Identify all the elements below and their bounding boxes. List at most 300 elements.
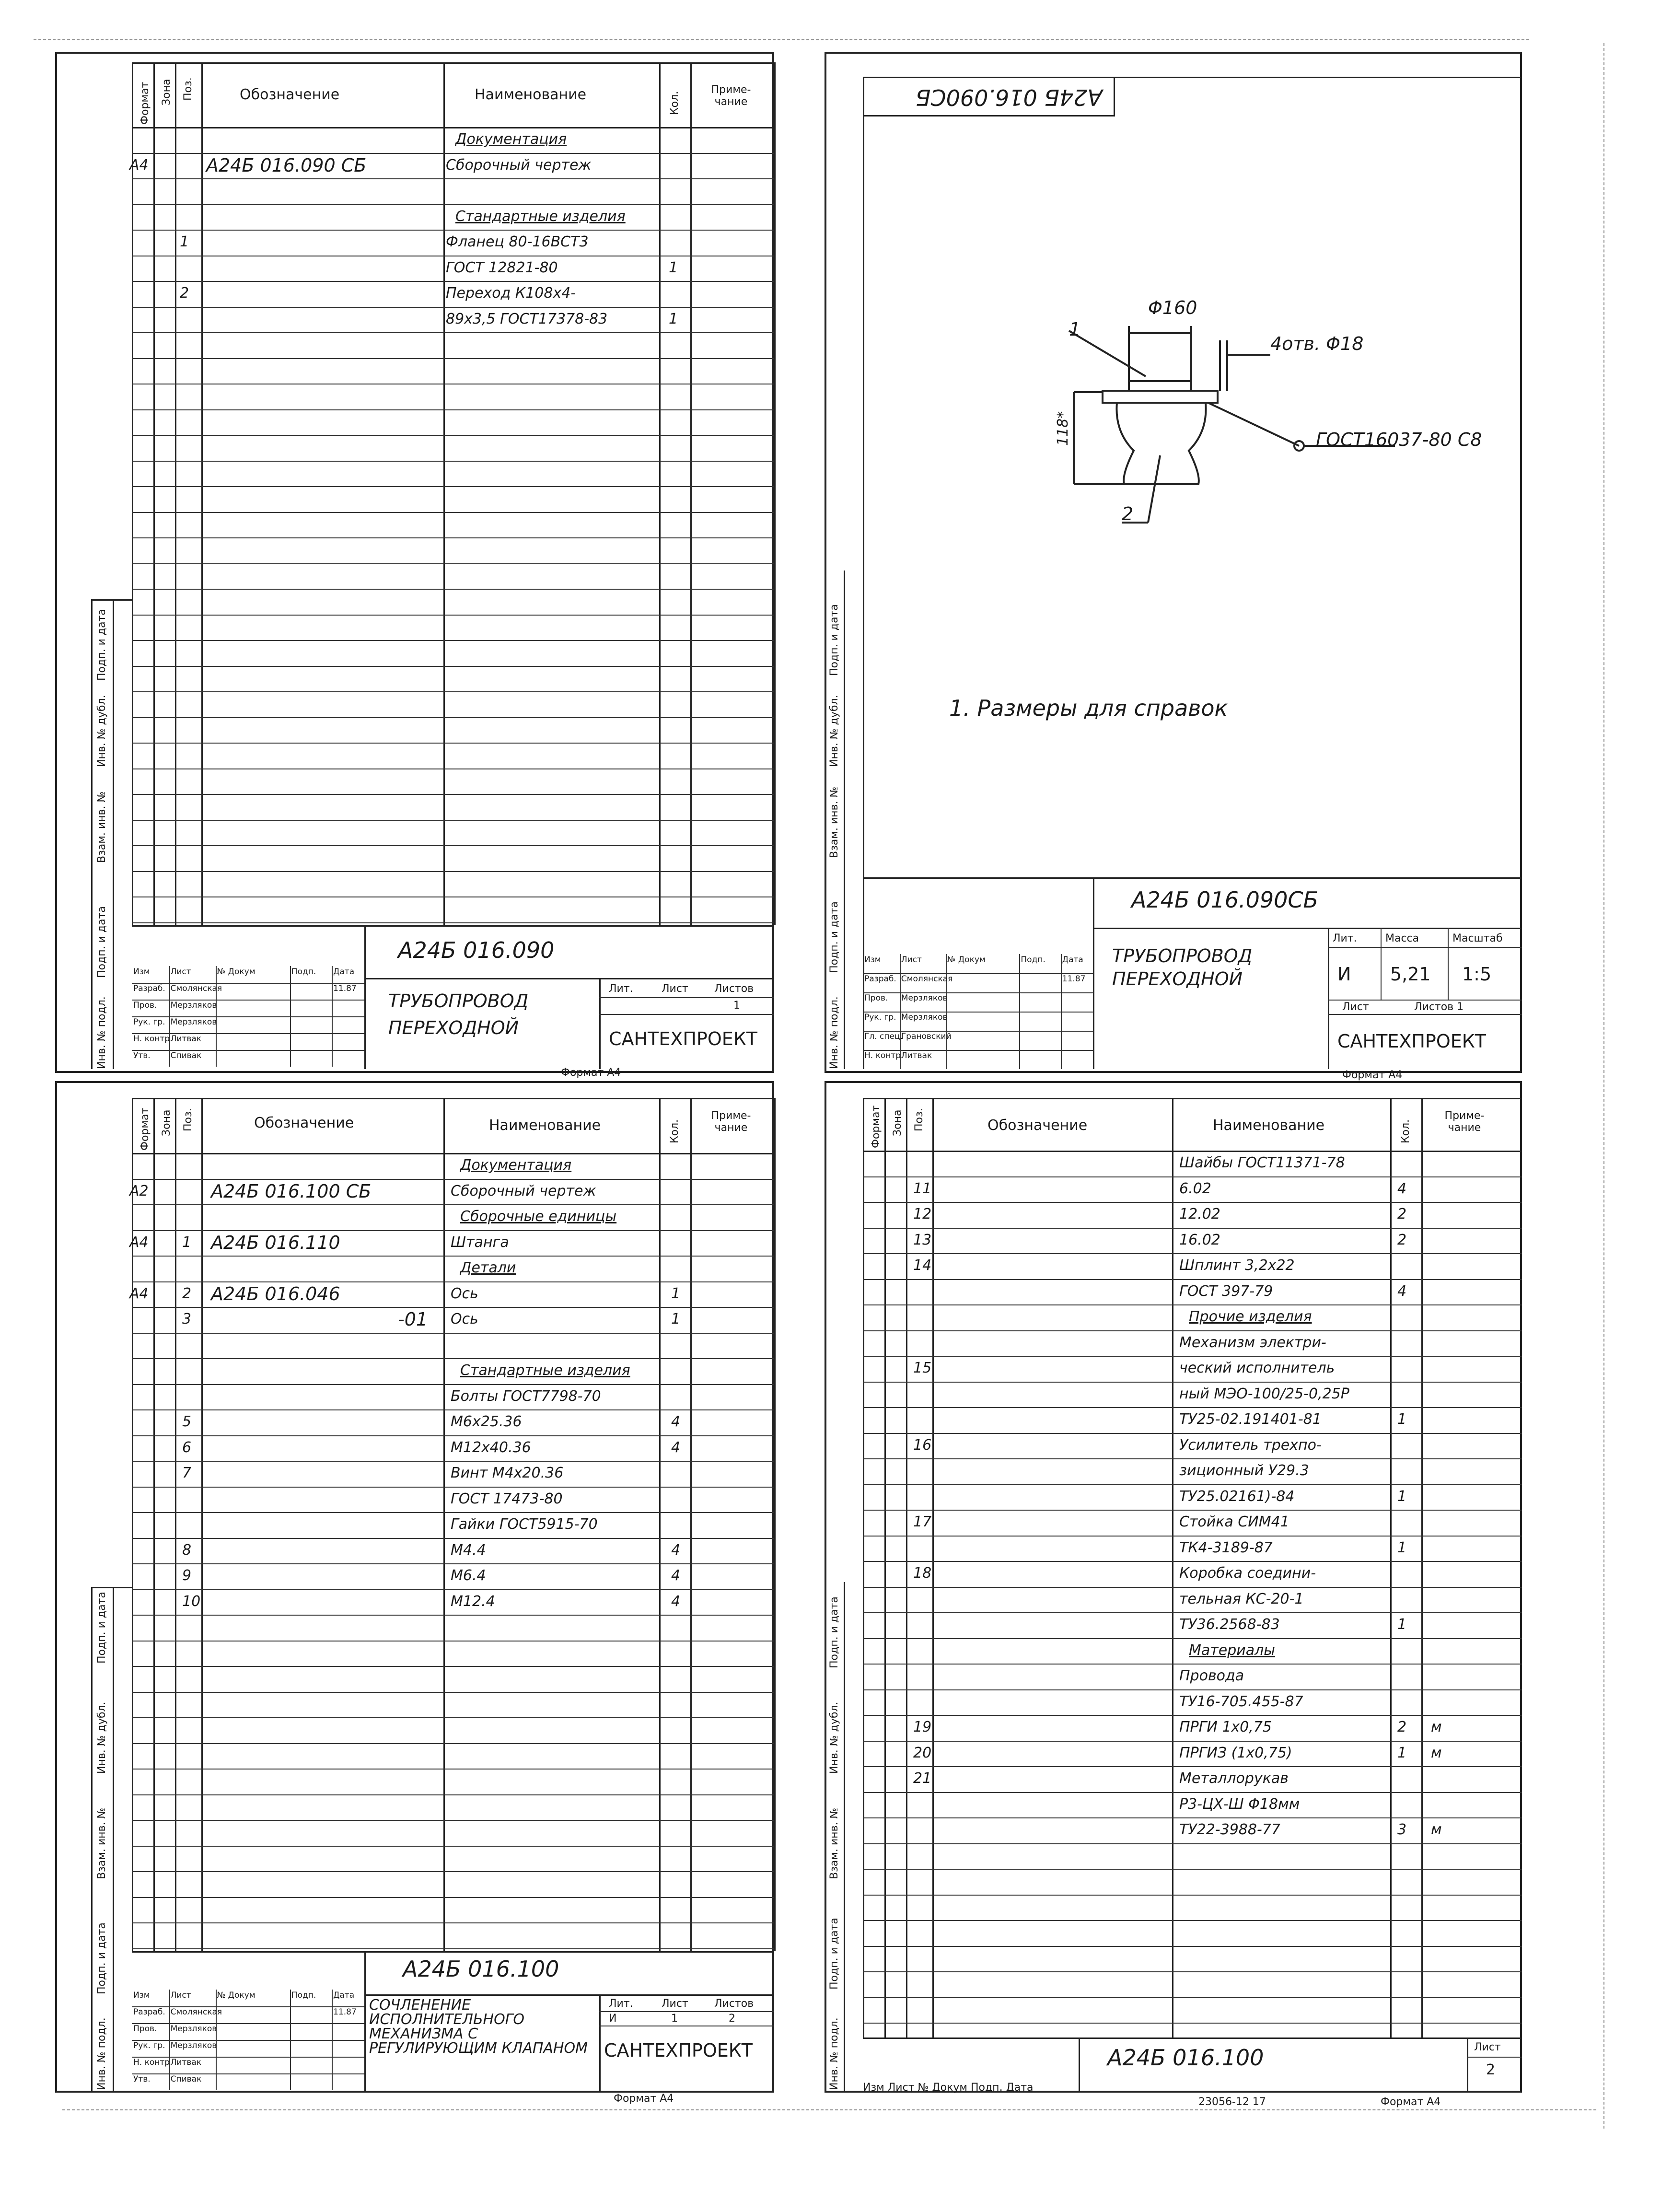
grid-line: [132, 589, 774, 590]
stamp-labels-d: Изм Лист № Докум Подп. Дата: [863, 2082, 1034, 2094]
row-name: Гайки ГОСТ5915-70: [451, 1516, 598, 1533]
dim-diameter: Φ160: [1148, 297, 1197, 318]
grid-line: [132, 1333, 774, 1334]
row-qty: 1: [671, 1285, 681, 1302]
grid-line: [863, 1792, 1522, 1793]
section-heading: Стандартные изделия: [455, 208, 626, 225]
row-format: А2: [129, 1182, 149, 1199]
stamp-line: [132, 983, 364, 984]
grid-line: [132, 409, 774, 410]
row-pos: 2: [182, 1285, 192, 1302]
grid-line: [863, 1484, 1522, 1485]
section-heading: Стандартные изделия: [460, 1362, 630, 1379]
stamp-role: Разраб.: [864, 974, 896, 984]
grid-line: [132, 1820, 774, 1821]
stamp-line: [132, 1000, 364, 1001]
section-heading: Документация: [460, 1157, 572, 1174]
grid-line: [132, 922, 774, 923]
grid-line: [863, 1279, 1522, 1280]
side-label-d-inv-dubl: Инв. № дубл.: [828, 1701, 840, 1774]
row-name: ПРГИ 1х0,75: [1179, 1719, 1272, 1735]
row-name: Усилитель трехпо-: [1179, 1436, 1322, 1454]
row-name: 6.02: [1179, 1180, 1211, 1197]
row-name: 89х3,5 ГОСТ17378-83: [446, 310, 608, 327]
row-name: М6х25.36: [451, 1413, 522, 1430]
row-name: Шайбы ГОСТ11371-78: [1179, 1154, 1345, 1171]
header-designation: Обозначение: [240, 86, 340, 103]
grid-line: [132, 845, 774, 846]
row-qty: 1: [1397, 1539, 1407, 1556]
row-qty: 4: [671, 1567, 681, 1584]
stamp-person: Мерзляков: [170, 2041, 217, 2050]
row-qty: 1: [1397, 1411, 1407, 1428]
row-name: ТУ22-3988-77: [1179, 1821, 1280, 1838]
side-label-c-podp-data-2: Подп. и дата: [96, 1592, 108, 1664]
row-name: Сборочный чертеж: [446, 156, 592, 174]
header-note-c: Приме- чание: [711, 1110, 751, 1134]
lit-label: Лит.: [609, 983, 633, 995]
format-label-b: Формат А4: [1342, 1069, 1403, 1081]
stamp-col: [290, 966, 291, 1067]
row-qty: 4: [1397, 1282, 1407, 1300]
org-name-c: САНТЕХПРОЕКТ: [604, 2040, 753, 2061]
grid-line: [863, 1510, 1522, 1511]
section-heading: Прочие изделия: [1189, 1308, 1312, 1325]
grid-line: [132, 358, 774, 359]
stamp-header: Подп.: [1021, 955, 1045, 965]
stamp-col: [1019, 954, 1020, 1069]
stamp-role: Утв.: [133, 1051, 151, 1060]
stamp-header: Лист: [170, 1991, 191, 2000]
grid-line: [132, 153, 774, 154]
row-pos: 16: [913, 1436, 932, 1454]
side-label-b-podp-data: Подп. и дата: [828, 901, 840, 973]
format-label: Формат А4: [561, 1067, 621, 1079]
stamp-role: Разраб.: [133, 984, 165, 993]
lists-value-c: 2: [729, 2013, 735, 2025]
lists-label-b: Листов 1: [1414, 1001, 1464, 1013]
stamp-col: [332, 1990, 333, 2090]
row-name: М12.4: [451, 1593, 495, 1610]
grid-line: [132, 794, 774, 795]
grid-line: [132, 1922, 774, 1923]
stamp-person: Мерзляков: [170, 1001, 217, 1010]
stamp-line: [132, 1016, 364, 1017]
grid-line: [132, 1204, 774, 1205]
header-name-c: Наименование: [489, 1117, 601, 1134]
grid-line: [132, 512, 774, 513]
row-name: Р3-ЦХ-Ш Φ18мм: [1179, 1795, 1300, 1813]
row-qty: 1: [671, 1311, 681, 1327]
format-label-d: Формат А4: [1381, 2096, 1441, 2108]
row-pos: 9: [182, 1567, 192, 1584]
row-name: ТК4-3189-87: [1179, 1539, 1273, 1556]
grid-line: [132, 1563, 774, 1564]
row-name: Сборочный чертеж: [451, 1182, 596, 1199]
stamp-role: Рук. гр.: [864, 1013, 896, 1022]
row-qty: 1: [1397, 1744, 1407, 1761]
grid-line: [863, 1715, 1522, 1716]
grid-line: [132, 204, 774, 205]
lit-value: И: [1337, 964, 1351, 985]
grid-line: [863, 1202, 1522, 1203]
stamp-col: [169, 1990, 170, 2090]
grid-line: [863, 1869, 1522, 1870]
stamp-role: Н. контр.: [133, 1034, 173, 1044]
grid-line: [132, 615, 774, 616]
org-name-b: САНТЕХПРОЕКТ: [1337, 1031, 1486, 1052]
header-qty-c: Кол.: [669, 1119, 681, 1143]
stamp-role: Пров.: [133, 1001, 157, 1010]
row-pos: 8: [182, 1541, 192, 1559]
list-value-d: 2: [1486, 2061, 1496, 2078]
stamp-person: Мерзляков: [901, 993, 948, 1003]
stamp-role: Н. контр.: [864, 1051, 904, 1060]
stamp-line: [132, 2040, 364, 2041]
title-name-b: ТРУБОПРОВОД ПЕРЕХОДНОЙ: [1112, 945, 1253, 990]
row-qty: 2: [1397, 1719, 1407, 1735]
grid-line: [132, 1948, 774, 1949]
part-drawing: [1031, 288, 1462, 623]
row-name: ческий исполнитель: [1179, 1360, 1335, 1376]
grid-line: [132, 1589, 774, 1590]
row-qty: 1: [1397, 1616, 1407, 1633]
row-pos: 3: [182, 1311, 192, 1327]
row-format: А4: [129, 156, 149, 174]
title-name: ТРУБОПРОВОД ПЕРЕХОДНОЙ: [388, 990, 529, 1038]
stamp-col: [1061, 954, 1062, 1069]
list-value-c: 1: [671, 2013, 678, 2025]
header-zone-d: Зона: [892, 1109, 904, 1136]
stamp-line: [863, 992, 1093, 993]
side-label-inv-podl: Инв. № подл.: [96, 996, 108, 1069]
grid-line: [132, 486, 774, 487]
header-format-d: Формат: [870, 1105, 882, 1148]
stamp-person: Литвак: [170, 1034, 202, 1044]
stamp-header: Изм: [133, 967, 150, 977]
grid-line: [132, 230, 774, 231]
grid-line: [132, 1435, 774, 1436]
row-name: Коробка соедини-: [1179, 1565, 1316, 1582]
top-dashed-border: [34, 39, 1529, 40]
grid-line: [132, 307, 774, 308]
section-heading: Материалы: [1189, 1642, 1275, 1659]
grid-line: [132, 1743, 774, 1744]
stamp-person: Грановский: [901, 1032, 952, 1041]
grid-line: [132, 1846, 774, 1847]
row-qty: 1: [669, 310, 678, 327]
grid-line: [132, 1461, 774, 1462]
sheet-a: [55, 52, 774, 1073]
grid-line: [863, 1561, 1522, 1562]
side-label-c-inv-podl: Инв. № подл.: [96, 2017, 108, 2090]
side-label-c-inv-dubl: Инв. № дубл.: [96, 1701, 108, 1774]
list-label-c: Лист: [662, 1998, 688, 2010]
section-heading: Детали: [460, 1259, 516, 1276]
grid-line: [863, 1741, 1522, 1742]
format-label-c: Формат А4: [614, 2093, 674, 2105]
stamp-role: Н. контр.: [133, 2058, 173, 2067]
stamp-code: А24Б 016.090СБ: [915, 84, 1103, 110]
stamp-header: Изм: [133, 1991, 150, 2000]
header-pos: Поз.: [182, 77, 194, 101]
stamp-header: Лист: [901, 955, 922, 965]
row-qty: 2: [1397, 1206, 1407, 1222]
grid-line: [863, 1587, 1522, 1588]
side-label-d-vzam: Взам. инв. №: [828, 1807, 840, 1879]
stamp-role: Рук. гр.: [133, 2041, 165, 2050]
row-name: ГОСТ 17473-80: [451, 1490, 563, 1507]
stamp-line: [132, 1050, 364, 1051]
stamp-person: Мерзляков: [901, 1013, 948, 1022]
row-qty: 2: [1397, 1231, 1407, 1248]
header-format: Формат: [139, 81, 151, 125]
row-designation: А24Б 016.100 СБ: [211, 1180, 372, 1202]
stamp-col: [332, 966, 333, 1067]
row-name: ГОСТ 397-79: [1179, 1282, 1273, 1300]
grid-line: [132, 1358, 774, 1359]
row-name: Ось: [451, 1285, 478, 1302]
row-name: Провода: [1179, 1667, 1244, 1684]
side-label-c-podp-data: Подп. и дата: [96, 1922, 108, 1994]
side-label-podp-data: Подп. и дата: [96, 906, 108, 978]
grid-line: [132, 461, 774, 462]
lit-value-c: И: [609, 2013, 617, 2025]
grid-line: [863, 1330, 1522, 1331]
title-code: А24Б 016.090: [398, 937, 555, 963]
title-name-c: СОЧЛЕНЕНИЕ ИСПОЛНИТЕЛЬНОГО МЕХАНИЗМА С РЕГУЛИРУЮЩИМ КЛАПАНОМ: [369, 1997, 588, 2057]
row-name: 16.02: [1179, 1231, 1220, 1248]
row-designation: А24Б 016.110: [211, 1232, 340, 1253]
stamp-person: Мерзляков: [170, 2024, 217, 2034]
row-name: ный МЭО-100/25-0,25Р: [1179, 1385, 1349, 1402]
grid-line: [132, 768, 774, 769]
grid-line: [132, 1281, 774, 1282]
row-qty: 1: [1397, 1488, 1407, 1505]
stamp-role: Разраб.: [133, 2007, 165, 2017]
row-pos: 14: [913, 1257, 932, 1274]
row-format: А4: [129, 1234, 149, 1251]
row-name: М12х40.36: [451, 1439, 531, 1456]
header-pos-d: Поз.: [913, 1108, 925, 1131]
stamp-person: Мерзляков: [170, 1017, 217, 1027]
mass-label: Масса: [1385, 932, 1419, 944]
callout-2: 2: [1122, 503, 1134, 524]
grid-line: [132, 178, 774, 179]
grid-line: [863, 2023, 1522, 2024]
row-name: Штанга: [451, 1234, 509, 1251]
row-name: ТУ16-705.455-87: [1179, 1693, 1303, 1710]
stamp-line: [863, 973, 1093, 974]
side-label-d-podp-data-2: Подп. и дата: [828, 1596, 840, 1668]
stamp-header: Подп.: [291, 967, 316, 977]
stamp-line: [132, 2073, 364, 2074]
grid-line: [863, 1536, 1522, 1537]
bottom-dashed-border: [62, 2109, 1596, 2110]
stamp-col: [216, 966, 217, 1067]
grid-line: [863, 1997, 1522, 1998]
side-label-b-inv-dubl: Инв. № дубл.: [828, 695, 840, 767]
grid-line: [132, 666, 774, 667]
header-name: Наименование: [475, 86, 587, 103]
row-format: А4: [129, 1285, 149, 1302]
org-name: САНТЕХПРОЕКТ: [609, 1028, 757, 1049]
row-name: 12.02: [1179, 1206, 1220, 1222]
row-pos: 2: [180, 285, 189, 302]
row-name: тельная КС-20-1: [1179, 1590, 1304, 1607]
dim-holes: 4отв. Φ18: [1270, 333, 1364, 354]
stamp-date: 11.87: [333, 2007, 357, 2017]
grid-line: [132, 332, 774, 333]
lit-label-c: Лит.: [609, 1998, 633, 2010]
grid-line: [132, 743, 774, 744]
stamp-person: Спивак: [170, 1051, 202, 1060]
row-pos: 17: [913, 1513, 932, 1530]
stamp-header: Дата: [333, 1991, 355, 2000]
callout-1: 1: [1069, 319, 1081, 340]
header-note: Приме- чание: [711, 84, 751, 108]
header-note-d: Приме- чание: [1444, 1110, 1485, 1134]
row-pos: 18: [913, 1565, 932, 1582]
section-heading: Сборочные единицы: [460, 1208, 617, 1225]
row-pos: 11: [913, 1180, 932, 1197]
grid-line: [863, 1843, 1522, 1844]
list-label-d: Лист: [1474, 2041, 1501, 2053]
grid-line: [132, 640, 774, 641]
stamp-header: № Докум: [947, 955, 986, 965]
grid-line: [863, 1817, 1522, 1818]
stamp-line: [863, 1012, 1093, 1013]
row-qty: 4: [671, 1541, 681, 1559]
stamp-header: Дата: [333, 967, 355, 977]
sheet-c: [55, 1081, 774, 2093]
row-qty: 4: [671, 1439, 681, 1456]
side-label-inv-dubl: Инв. № дубл.: [96, 695, 108, 767]
row-pos: 15: [913, 1360, 932, 1376]
stamp-header: Подп.: [291, 1991, 316, 2000]
row-name: Переход К108х4-: [446, 285, 576, 302]
header-qty-d: Кол.: [1400, 1119, 1412, 1143]
stamp-date: 11.87: [333, 984, 357, 993]
grid-line: [132, 820, 774, 821]
row-pos: 1: [182, 1234, 192, 1251]
weld-note: ГОСТ16037-80 С8: [1316, 429, 1482, 450]
grid-line: [132, 1487, 774, 1488]
stamp-header: Изм: [864, 955, 881, 965]
stamp-person: Литвак: [901, 1051, 932, 1060]
grid-line: [132, 1769, 774, 1770]
side-label-d-podp-data: Подп. и дата: [828, 1918, 840, 1990]
list-label-b: Лист: [1342, 1001, 1369, 1013]
row-note: м: [1431, 1821, 1442, 1838]
side-label-vzam: Взам. инв. №: [96, 791, 108, 863]
title-code-c: А24Б 016.100: [403, 1956, 559, 1982]
header-designation-d: Обозначение: [987, 1117, 1088, 1134]
grid-line: [132, 1512, 774, 1513]
grid-line: [132, 435, 774, 436]
grid-line: [863, 1228, 1522, 1229]
stamp-person: Литвак: [170, 2058, 202, 2067]
stamp-line: [132, 2006, 364, 2007]
stamp-date: 11.87: [1062, 974, 1086, 984]
row-name: ГОСТ 12821-80: [446, 259, 558, 276]
grid-line: [132, 1256, 774, 1257]
grid-line: [132, 717, 774, 718]
row-name: ТУ25.02161)-84: [1179, 1488, 1295, 1505]
stamp-role: Пров.: [864, 993, 888, 1003]
grid-line: [132, 1794, 774, 1795]
stamp-role: Пров.: [133, 2024, 157, 2034]
scale-label: Масштаб: [1452, 932, 1503, 944]
row-note: м: [1431, 1719, 1442, 1735]
row-qty: 1: [669, 259, 678, 276]
grid-line: [863, 1176, 1522, 1177]
grid-line: [863, 1304, 1522, 1305]
stamp-person: Смолянская: [901, 974, 953, 984]
grid-line: [132, 1538, 774, 1539]
row-pos: 21: [913, 1770, 932, 1787]
stamp-role: Гл. спец.: [864, 1032, 903, 1041]
grid-line: [863, 1895, 1522, 1896]
row-name: Стойка СИМ41: [1179, 1513, 1289, 1530]
side-label-b-inv-podl: Инв. № подл.: [828, 996, 840, 1069]
grid-line: [863, 1664, 1522, 1665]
grid-line: [132, 691, 774, 692]
grid-line: [863, 1766, 1522, 1767]
row-designation: А24Б 016.090 СБ: [206, 154, 367, 176]
grid-line: [863, 1638, 1522, 1639]
row-qty: 4: [671, 1413, 681, 1430]
header-pos-c: Поз.: [182, 1108, 194, 1131]
stamp-col: [216, 1990, 217, 2090]
row-name: Металлорукав: [1179, 1770, 1289, 1787]
stamp-role: Рук. гр.: [133, 1017, 165, 1027]
grid-line: [132, 1692, 774, 1693]
row-designation: -01: [398, 1309, 428, 1330]
row-name: Болты ГОСТ7798-70: [451, 1387, 601, 1405]
row-name: М4.4: [451, 1541, 486, 1559]
header-zone-c: Зона: [161, 1109, 173, 1136]
grid-line: [132, 1871, 774, 1872]
row-pos: 12: [913, 1206, 932, 1222]
bottom-code: 23056-12 17: [1198, 2096, 1266, 2108]
lists-label: Листов: [714, 983, 754, 995]
row-name: Механизм электри-: [1179, 1334, 1326, 1351]
side-label-d-inv-podl: Инв. № подл.: [828, 2017, 840, 2090]
grid-line: [132, 1641, 774, 1642]
row-name: ПРГИЗ (1х0,75): [1179, 1744, 1292, 1761]
stamp-person: Спивак: [170, 2074, 202, 2084]
grid-line: [863, 1920, 1522, 1921]
side-label-c-vzam: Взам. инв. №: [96, 1807, 108, 1879]
row-name: зиционный У29.3: [1179, 1462, 1309, 1479]
grid-line: [132, 1307, 774, 1308]
grid-line: [863, 1458, 1522, 1459]
side-label-podp-data-2: Подп. и дата: [96, 609, 108, 681]
dim-height: 118*: [1055, 411, 1071, 446]
drawing-note: 1. Размеры для справок: [949, 695, 1228, 721]
grid-line: [132, 563, 774, 564]
row-name: Ось: [451, 1311, 478, 1327]
row-name: ТУ36.2568-83: [1179, 1616, 1280, 1633]
grid-line: [863, 1946, 1522, 1947]
title-code-b: А24Б 016.090СБ: [1131, 887, 1319, 913]
stamp-role: Утв.: [133, 2074, 151, 2084]
lit-label-b: Лит.: [1333, 932, 1357, 944]
row-name: Шплинт 3,2х22: [1179, 1257, 1295, 1274]
side-label-b-podp-data-2: Подп. и дата: [828, 604, 840, 676]
grid-line: [863, 1407, 1522, 1408]
